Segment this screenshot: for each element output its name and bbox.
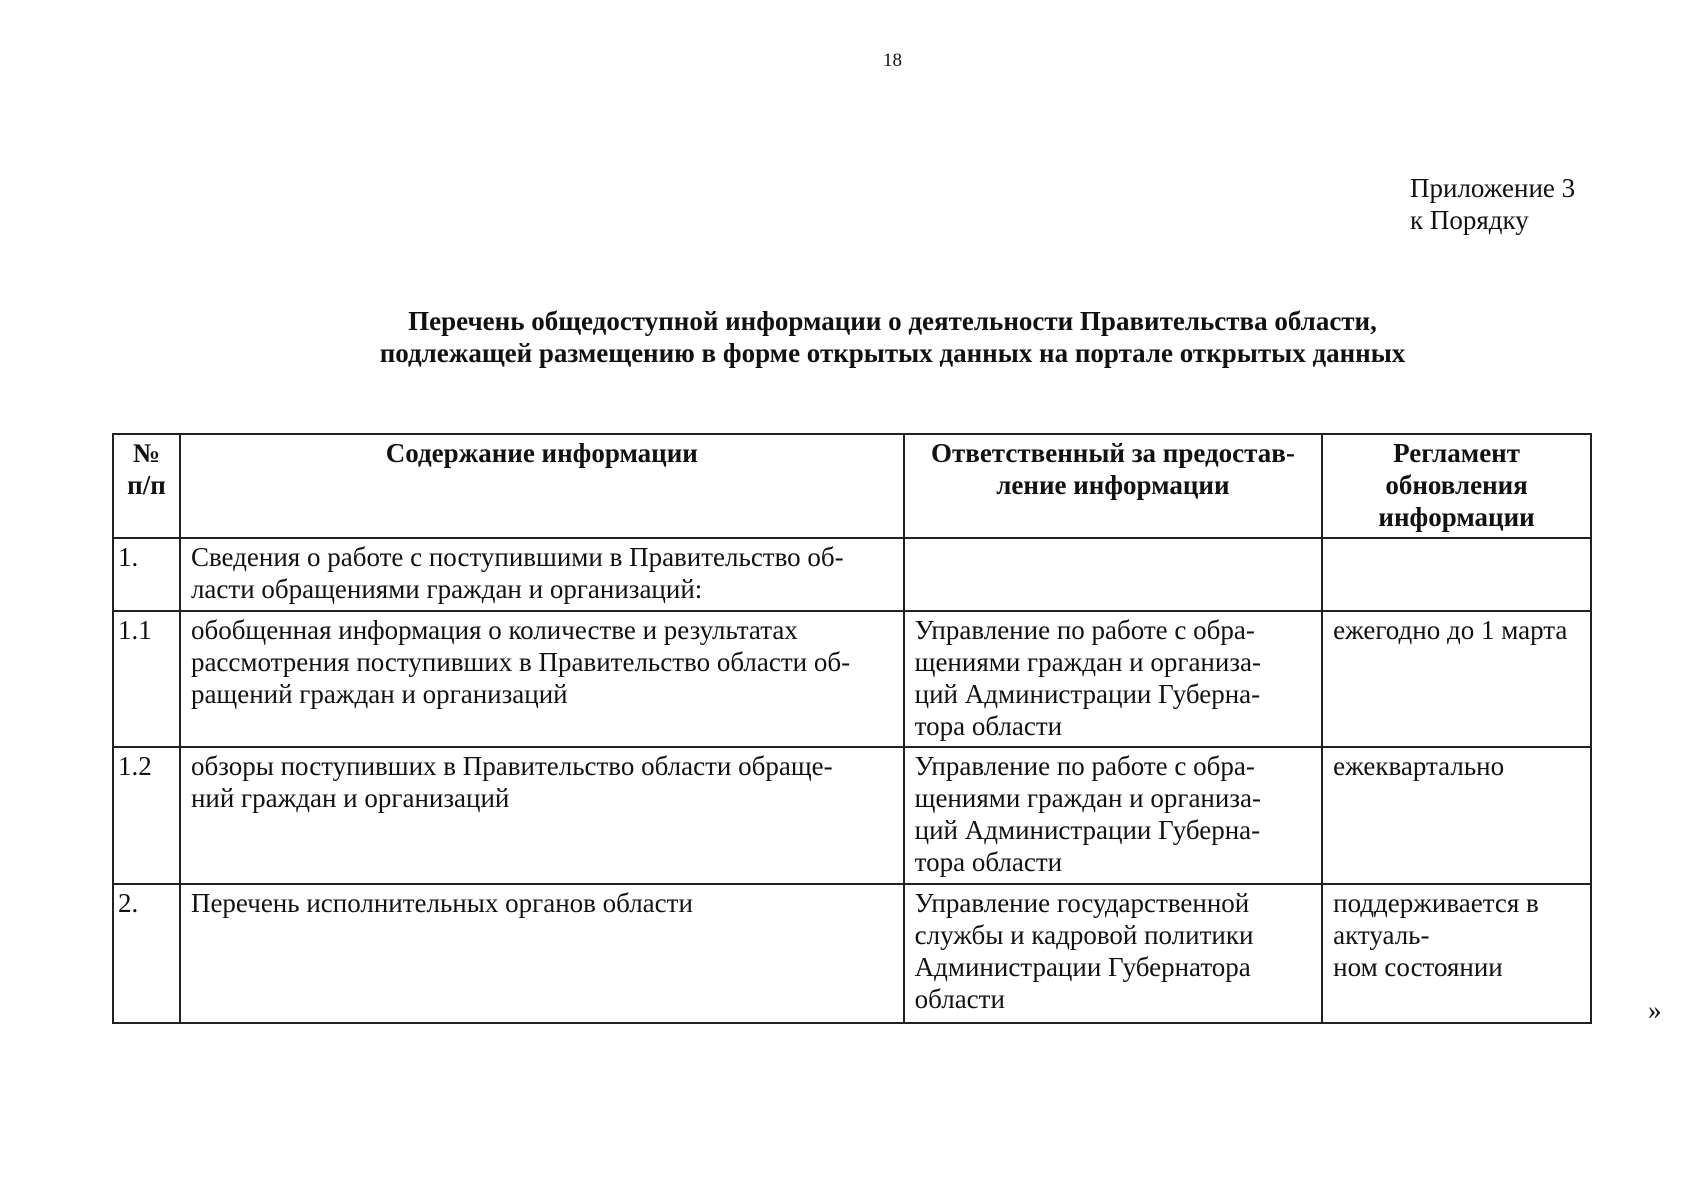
document-title-line-1: Перечень общедоступной информации о деятельности Правительства области, <box>408 306 1377 336</box>
row-number: 1. <box>113 538 180 611</box>
header-content: Содержание информации <box>180 434 904 538</box>
appendix-line-2: к Порядку <box>1410 205 1529 235</box>
row-content: обобщенная информация о количестве и результатах рассмотрения поступивших в Правительство области об- ращений граждан и организаций <box>180 611 904 747</box>
table-row <box>113 611 1591 747</box>
row-schedule <box>1322 538 1591 611</box>
header-schedule: Регламент обновления информации <box>1322 434 1591 538</box>
table-header-row <box>113 434 1591 538</box>
row-content: Сведения о работе с поступившими в Правительство об- ласти обращениями граждан и организаций: <box>180 538 904 611</box>
row-responsible: Управление по работе с обра- щениями граждан и организа- ций Администрации Губерна- тора области <box>904 611 1322 747</box>
row-content: Перечень исполнительных органов области <box>180 884 904 1023</box>
document-title-line-2: подлежащей размещению в форме открытых данных на портале открытых данных <box>379 338 1406 368</box>
row-schedule: поддерживается в актуаль- ном состоянии <box>1322 884 1591 1023</box>
row-responsible: Управление государственной службы и кадровой политики Администрации Губернатора области <box>904 884 1322 1023</box>
appendix-line-1: Приложение 3 <box>1410 173 1576 203</box>
page-number: 18 <box>883 50 902 71</box>
row-number: 1.1 <box>113 611 180 747</box>
table-row <box>113 538 1591 611</box>
row-responsible: Управление по работе с обра- щениями граждан и организа- ций Администрации Губерна- тора области <box>904 747 1322 884</box>
table-row <box>113 747 1591 884</box>
table-row <box>113 884 1591 1023</box>
row-number: 2. <box>113 884 180 1023</box>
row-schedule: ежегодно до 1 марта <box>1322 611 1591 747</box>
header-responsible: Ответственный за предостав- ление информации <box>904 434 1322 538</box>
row-content: обзоры поступивших в Правительство области обраще- ний граждан и организаций <box>180 747 904 884</box>
row-schedule: ежеквартально <box>1322 747 1591 884</box>
document-title <box>0 305 1697 369</box>
row-number: 1.2 <box>113 747 180 884</box>
row-responsible <box>904 538 1322 611</box>
closing-quote-mark: » <box>1648 995 1662 1025</box>
appendix-reference <box>1410 172 1575 236</box>
header-number: № п/п <box>113 434 180 538</box>
information-table <box>112 433 1592 1024</box>
